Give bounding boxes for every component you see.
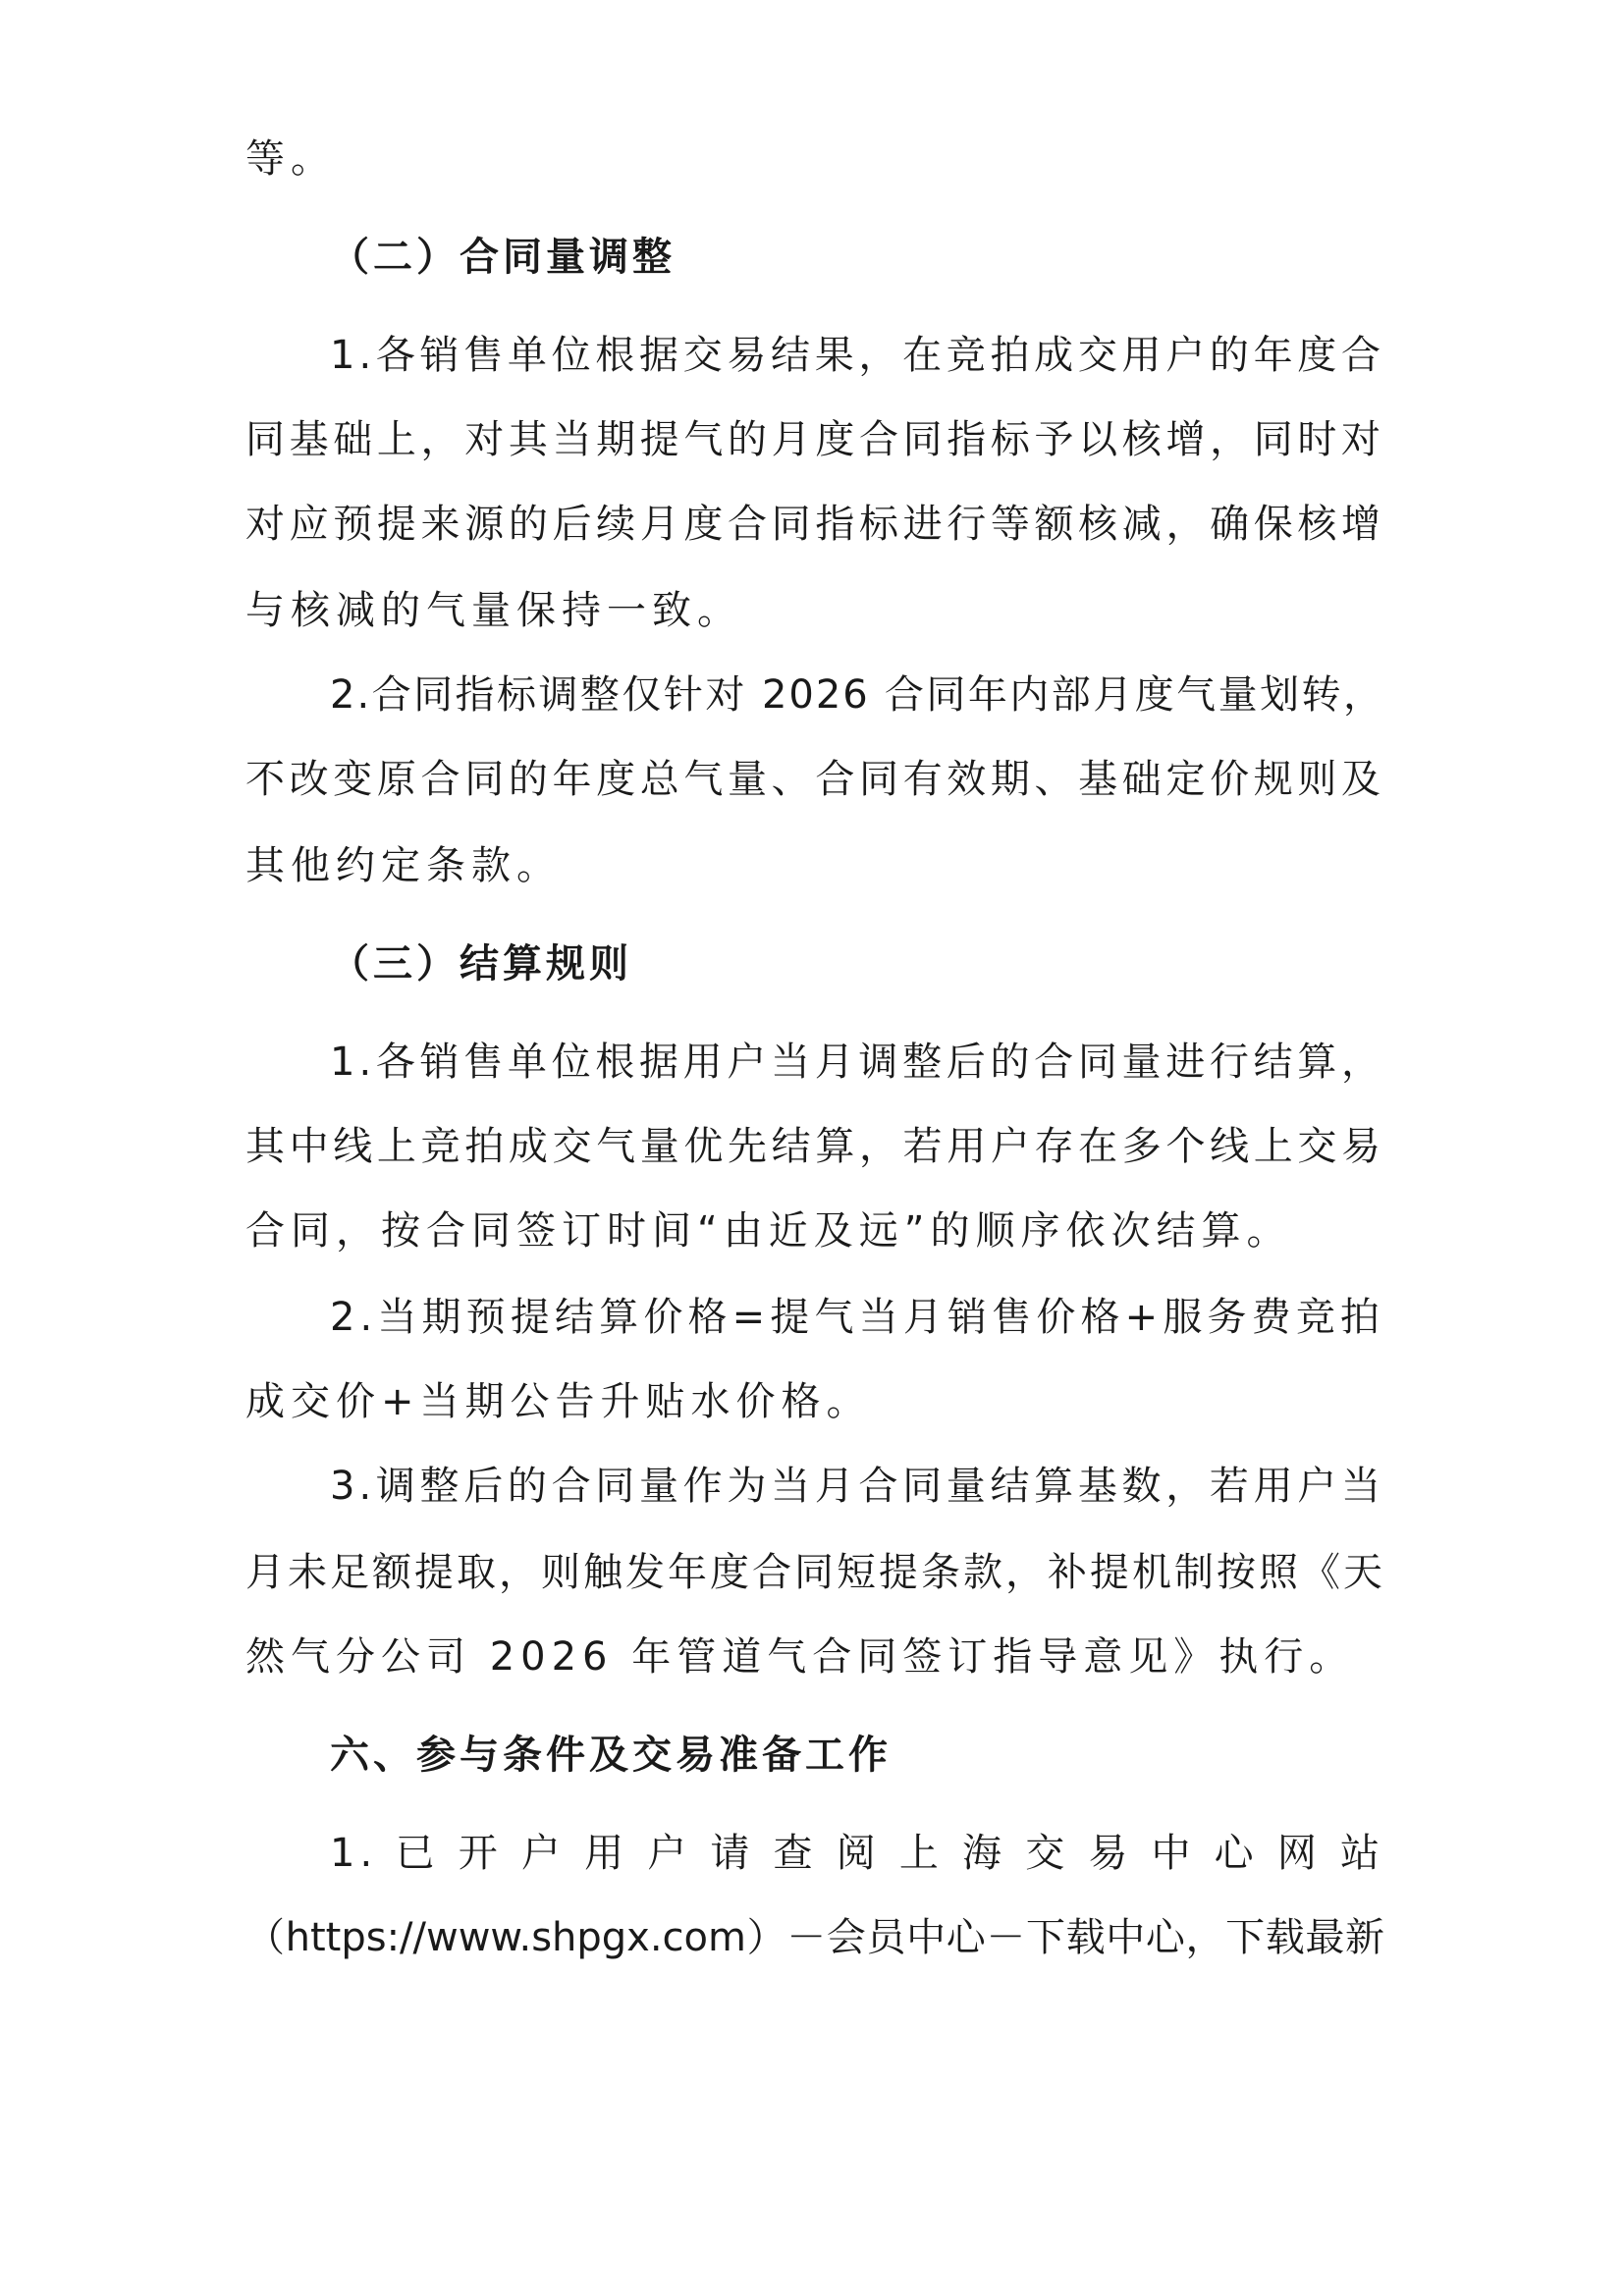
- paragraph-line: 同基础上，对其当期提气的月度合同指标予以核增，同时对: [245, 417, 1384, 462]
- paragraph-line: 不改变原合同的年度总气量、合同有效期、基础定价规则及: [245, 757, 1384, 802]
- paragraph-line: 1.各销售单位根据交易结果，在竞拍成交用户的年度合: [330, 333, 1384, 378]
- paragraph-line: 1.各销售单位根据用户当月调整后的合同量进行结算，: [330, 1040, 1384, 1085]
- section-heading: （三）结算规则: [330, 941, 632, 987]
- paragraph-line: 2.合同指标调整仅针对 2026 合同年内部月度气量划转，: [330, 672, 1384, 718]
- paragraph-line: 其他约定条款。: [245, 843, 562, 888]
- paragraph-line: 其中线上竞拍成交气量优先结算，若用户存在多个线上交易: [245, 1124, 1384, 1169]
- paragraph-line: 2.当期预提结算价格=提气当月销售价格+服务费竞拍: [330, 1295, 1384, 1340]
- section-heading: （二）合同量调整: [330, 235, 676, 280]
- paragraph-line: 月未足额提取，则触发年度合同短提条款，补提机制按照《天: [245, 1550, 1384, 1595]
- paragraph-line: 然气分公司 2026 年管道气合同签订指导意见》执行。: [245, 1634, 1355, 1680]
- paragraph-line: 合同，按合同签订时间“由近及远”的顺序依次结算。: [245, 1208, 1292, 1254]
- paragraph-line: 与核减的气量保持一致。: [245, 588, 742, 633]
- section-heading: 六、参与条件及交易准备工作: [330, 1733, 892, 1778]
- paragraph-line: 等。: [245, 136, 336, 182]
- paragraph-line: 3.调整后的合同量作为当月合同量结算基数，若用户当: [330, 1464, 1384, 1509]
- paragraph-line: 对应预提来源的后续月度合同指标进行等额核减，确保核增: [245, 502, 1384, 547]
- paragraph-line: 1. 已 开 户 用 户 请 查 阅 上 海 交 易 中 心 网 站: [330, 1831, 1384, 1876]
- paragraph-line: （https://www.shpgx.com）－会员中心－下载中心，下载最新: [245, 1915, 1384, 1960]
- paragraph-line: 成交价+当期公告升贴水价格。: [245, 1379, 872, 1424]
